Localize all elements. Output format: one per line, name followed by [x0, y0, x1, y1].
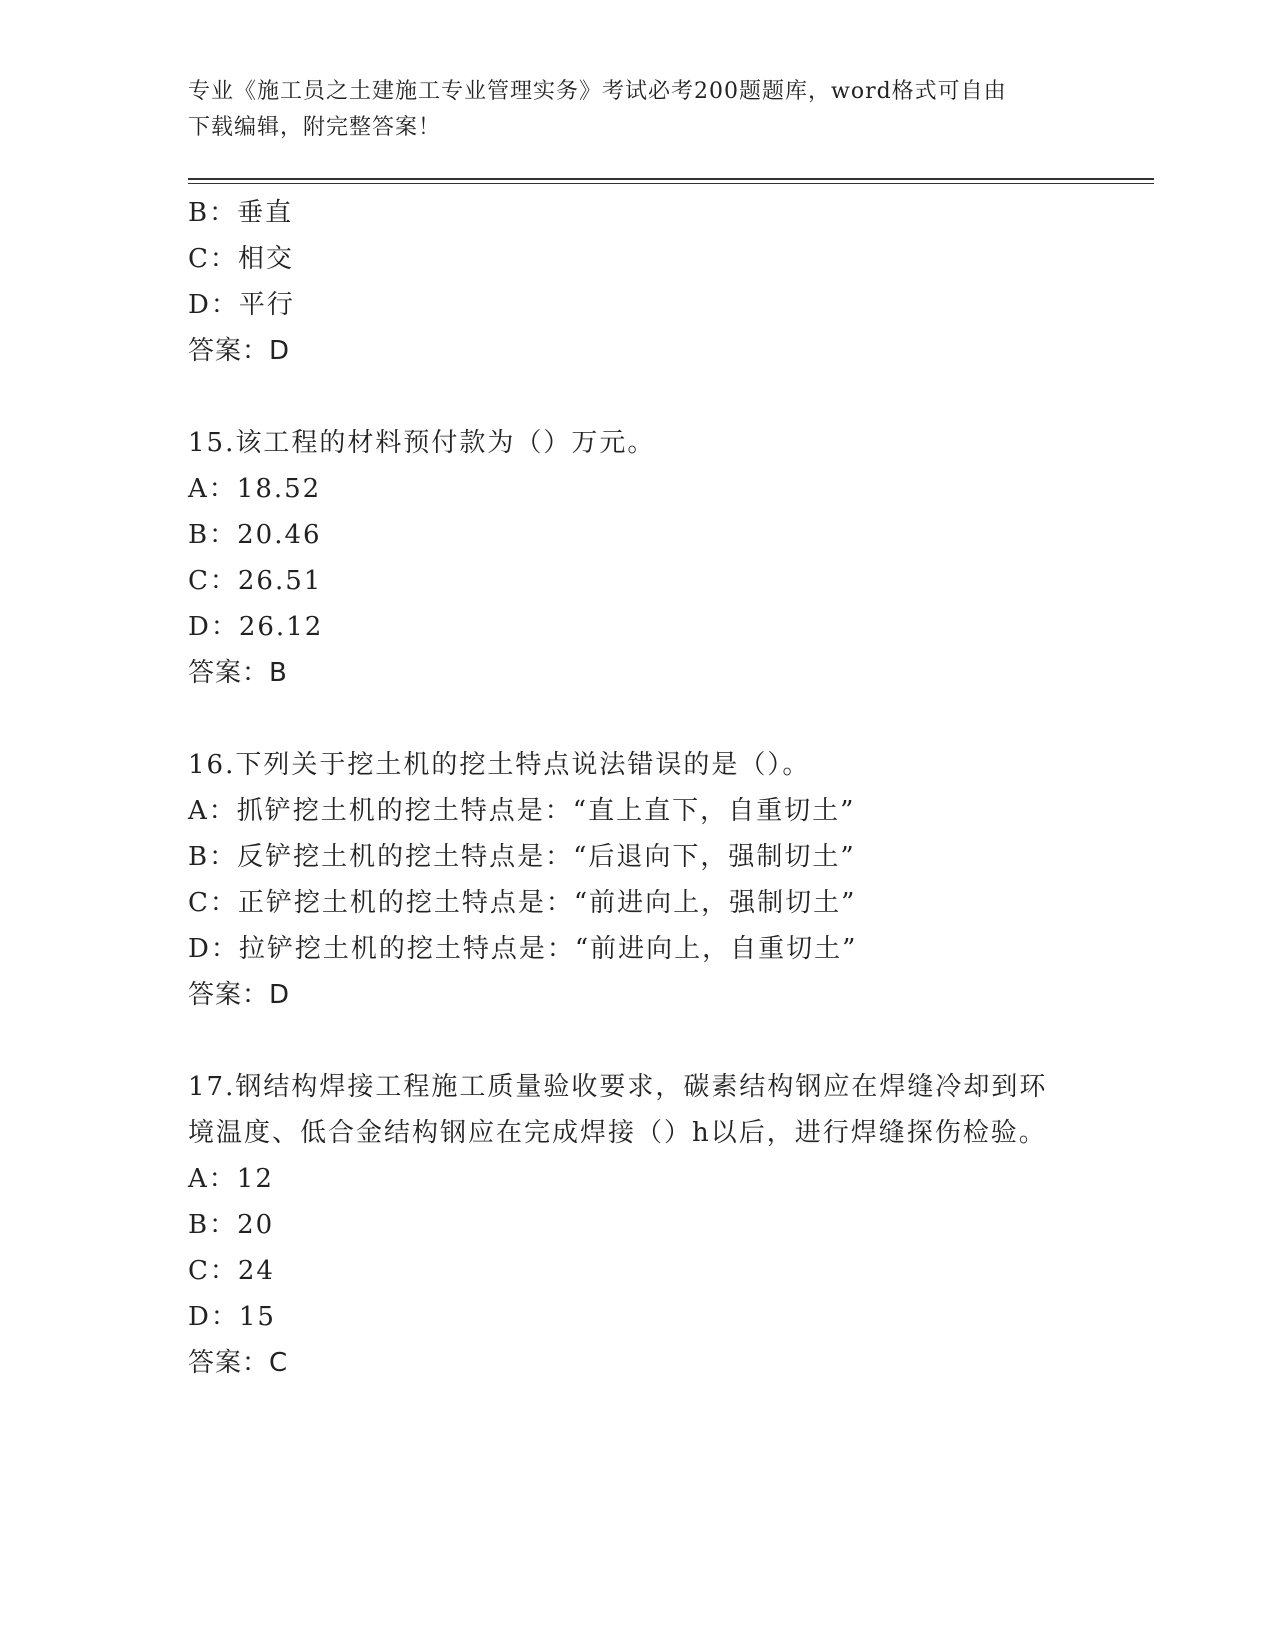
question-list: [188, 190, 1128, 1386]
document-header: [188, 74, 1088, 146]
header-line-2: 下载编辑，附完整答案！: [188, 115, 442, 140]
option-c: C：26.51: [188, 566, 323, 596]
header-line-1: 专业《施工员之土建施工专业管理实务》考试必考200题题库，word格式可自由: [188, 79, 1007, 104]
option-a: A：抓铲挖土机的挖土特点是：“直上直下，自重切土”: [188, 796, 856, 826]
question-17: [188, 1064, 1128, 1386]
question-16: [188, 742, 1128, 1018]
option-d: D：平行: [188, 290, 295, 320]
option-d: D：26.12: [188, 612, 324, 642]
option-a: A：18.52: [188, 474, 322, 504]
question-text: 15.该工程的材料预付款为（）万元。: [188, 428, 656, 458]
option-d: D：拉铲挖土机的挖土特点是：“前进向上，自重切土”: [188, 934, 858, 964]
answer-line: 答案：B: [188, 658, 288, 688]
header-divider-thin: [188, 183, 1154, 184]
header-divider-thick: [188, 178, 1154, 180]
option-b: B：垂直: [188, 198, 294, 228]
answer-line: 答案：C: [188, 1348, 289, 1378]
answer-line: 答案：D: [188, 980, 291, 1010]
question-text-line-2: 境温度、低合金结构钢应在完成焊接（）h以后，进行焊缝探伤检验。: [188, 1118, 1047, 1148]
carryover-question: [188, 190, 1128, 374]
question-text: 16.下列关于挖土机的挖土特点说法错误的是（）。: [188, 750, 811, 780]
option-d: D：15: [188, 1302, 276, 1332]
question-text-line-1: 17.钢结构焊接工程施工质量验收要求，碳素结构钢应在焊缝冷却到环: [188, 1072, 1048, 1102]
option-c: C：24: [188, 1256, 275, 1286]
option-b: B：20: [188, 1210, 275, 1240]
option-b: B：反铲挖土机的挖土特点是：“后退向下，强制切土”: [188, 842, 856, 872]
option-c: C：正铲挖土机的挖土特点是：“前进向上，强制切土”: [188, 888, 857, 918]
answer-line: 答案：D: [188, 336, 291, 366]
option-a: A：12: [188, 1164, 274, 1194]
option-b: B：20.46: [188, 520, 322, 550]
question-15: [188, 420, 1128, 696]
option-c: C：相交: [188, 244, 294, 274]
